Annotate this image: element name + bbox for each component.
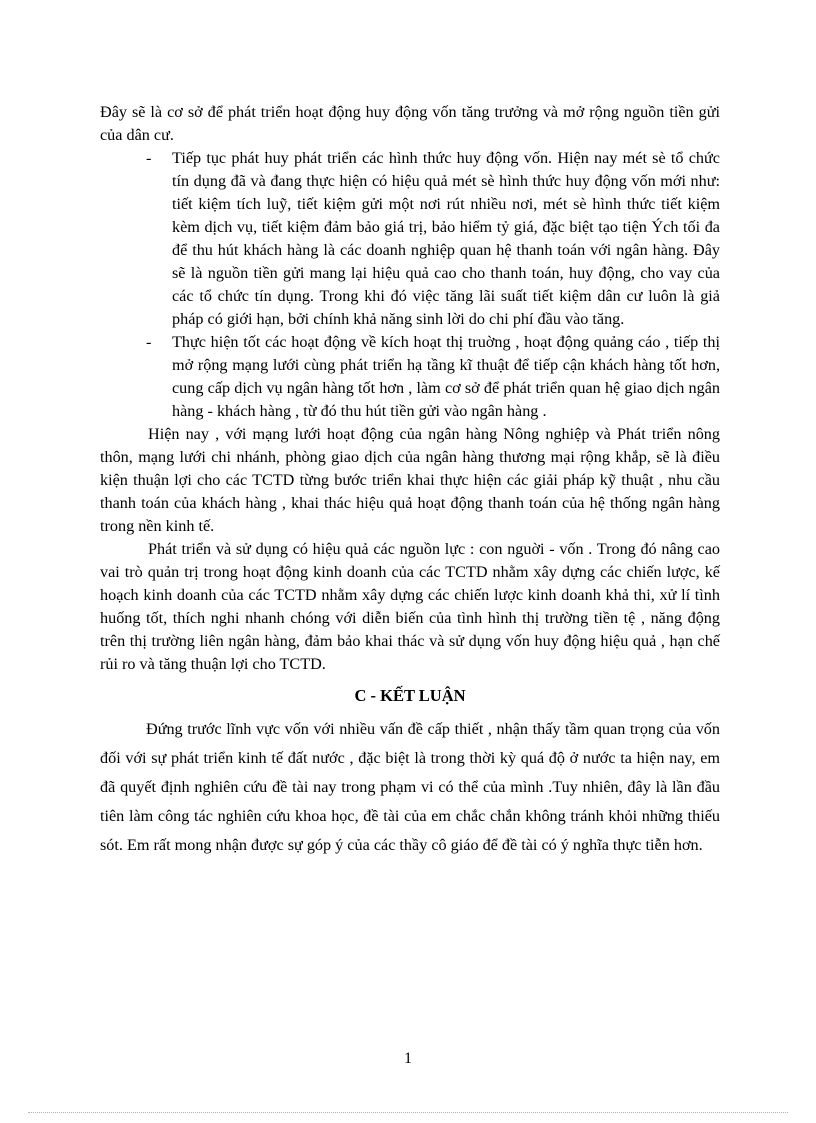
list-item-text: Thực hiện tốt các hoạt động về kích hoạt thị truờng , hoạt động quảng cáo , tiếp thị mở rộng mạng lưới cùng phát triển hạ tầng kĩ thuật để tiếp cận khách hàng tốt hơn, cung cấp dịch vụ ngân hàng tốt hơn , làm cơ sở để phát triển quan hệ giao dịch ngân hàng - khách hàng , từ đó thu hút tiền gửi vào ngân hàng . — [172, 333, 720, 420]
list-item — [100, 331, 720, 423]
list-dash: - — [146, 149, 152, 167]
list-dash: - — [146, 333, 152, 351]
conclusion-paragraph: Đứng trước lĩnh vực vốn với nhiều vấn đề cấp thiết , nhận thấy tầm quan trọng của vốn đối với sự phát triển kinh tế đất nước , đặc biệt là trong thời kỳ quá độ ở nước ta hiện nay, em đã quyết định nghiên cứu đề tài nay trong phạm vi có thể của mình .Tuy nhiên, đây là lần đầu tiên làm công tác nghiên cứu khoa học, đề tài của em chắc chắn không tránh khỏi những thiếu sót. Em rất mong nhận được sự góp ý của các thầy cô giáo để đề tài có ý nghĩa thực tiễn hơn. — [100, 720, 720, 854]
page-content — [100, 101, 720, 860]
list-item — [100, 147, 720, 331]
section-heading: C - KẾT LUẬN — [354, 686, 466, 705]
page-bottom-border — [28, 1112, 788, 1113]
intro-paragraph: Đây sẽ là cơ sở để phát triển hoạt động huy động vốn tăng trưởng và mở rộng nguồn tiền gửi của dân cư. — [100, 103, 720, 144]
list-item-text: Tiếp tục phát huy phát triển các hình thức huy động vốn. Hiện nay mét sè tổ chức tín dụng đã và đang thực hiện có hiệu quả mét sè hình thức huy động vốn mới như: tiết kiệm tích luỹ, tiết kiệm gửi một nơi rút nhiều nơi, mét sè hình thức tiết kiệm kèm dịch vụ, tiết kiệm đảm bảo giá trị, bảo hiểm tỷ giá, đặc biệt tạo tiện Ých tối đa để thu hút khách hàng là các doanh nghiệp quan hệ thanh toán với ngân hàng. Đây sẽ là nguồn tiền gửi mang lại hiệu quả cao cho thanh toán, huy động, cho vay của các tổ chức tín dụng. Trong khi đó việc tăng lãi suất tiết kiệm dân cư luôn là giả pháp có giới hạn, bởi chính khả năng sinh lời do chi phí đầu vào tăng. — [172, 149, 720, 328]
page-number: 1 — [404, 1050, 412, 1067]
solution-list — [100, 147, 720, 423]
network-paragraph: Hiện nay , với mạng lưới hoạt động của ngân hàng Nông nghiệp và Phát triển nông thôn, mạng lưới chi nhánh, phòng giao dịch của ngân hàng thương mại rộng khắp, sẽ là điều kiện thuận lợi cho các TCTD từng bước triển khai thực hiện các giải pháp kỹ thuật , nhu cầu thanh toán của khách hàng , khai thác hiệu quả hoạt động thanh toán của hệ thống ngân hàng trong nền kinh tế. — [100, 425, 720, 535]
resources-paragraph: Phát triển và sử dụng có hiệu quả các nguồn lực : con nguời - vốn . Trong đó nâng cao vai trò quản trị trong hoạt động kinh doanh của các TCTD nhằm xây dựng các chiến lược, kế hoạch kinh doanh của các TCTD nhằm xây dựng các chiến lược kinh doanh khả thi, xử lí tình huống tốt, thích nghi nhanh chóng với diễn biến của tình hình thị trường tiền tệ , năng động trên thị trường liên ngân hàng, đảm bảo khai thác và sử dụng vốn huy động hiệu quả , hạn chế rủi ro và tăng thuận lợi cho TCTD. — [100, 540, 720, 673]
